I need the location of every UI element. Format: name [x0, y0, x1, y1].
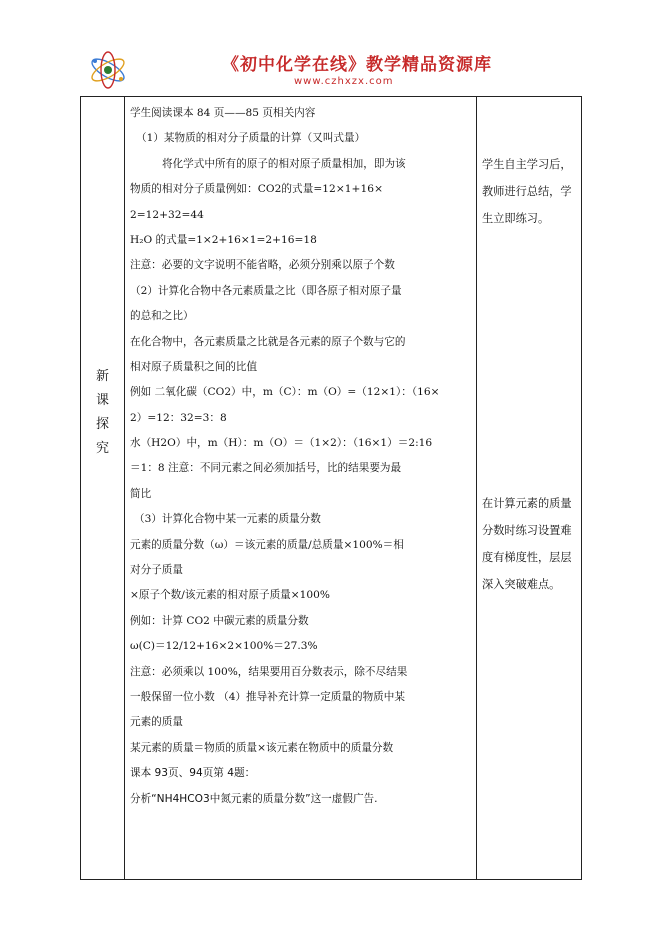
lesson-table [80, 96, 582, 880]
content-line: 的总和之比） [130, 310, 194, 323]
content-line: 2=12+32=44 [130, 208, 204, 221]
content-line: 一般保留一位小数 （4）推导补充计算一定质量的物质中某 [130, 690, 405, 703]
logo-icon [86, 48, 130, 92]
content-line: 2）=12：32=3：8 [130, 411, 227, 424]
content-line: 课本 93页、94页第 4题： [130, 767, 256, 780]
content-line: 对分子质量 [130, 564, 183, 577]
content-line: 将化学式中所有的原子的相对原子质量相加，即为该 [162, 157, 406, 170]
section-label-char: 新 [95, 369, 109, 384]
note-line: 分数时练习设置难 [482, 524, 572, 537]
content-line: （1）某物质的相对分子质量的计算（又叫式量） [136, 132, 366, 145]
content-line: ×原子个数/该元素的相对原子质量×100% [130, 589, 330, 602]
lesson-content [130, 101, 472, 812]
teaching-note [482, 490, 578, 598]
section-label [81, 365, 124, 461]
note-line: 生立即练习。 [482, 212, 550, 225]
content-line: 例如 二氧化碳（CO2）中，m（C）：m（O）=（12×1）：（16× [130, 386, 440, 399]
content-line: 某元素的质量＝物质的质量×该元素在物质中的质量分数 [130, 741, 394, 754]
note-line: 在计算元素的质量 [482, 497, 572, 510]
note-line: 深入突破难点。 [482, 578, 561, 591]
content-line: 元素的质量 [130, 716, 183, 729]
note-line: 度有梯度性，层层 [482, 551, 572, 564]
content-line: 注意：必要的文字说明不能省略，必须分别乘以原子个数 [130, 259, 395, 272]
teaching-note [482, 151, 578, 232]
column-divider [476, 97, 477, 879]
page-header [80, 44, 582, 96]
content-line: 例如：计算 CO2 中碳元素的质量分数 [130, 614, 309, 627]
content-line: 相对原子质量积之间的比值 [130, 360, 258, 373]
column-divider [124, 97, 125, 879]
header-url: www.czhxzx.com [294, 76, 394, 87]
note-line: 教师进行总结，学 [482, 185, 572, 198]
section-label-char: 课 [95, 393, 109, 408]
content-line: 学生阅读课本 84 页——85 页相关内容 [130, 107, 316, 119]
content-line: （2）计算化合物中各元素质量之比（即各原子相对原子量 [130, 284, 402, 297]
section-label-char: 探 [95, 417, 109, 432]
content-line: 在化合物中，各元素质量之比就是各元素的原子个数与它的 [130, 335, 406, 348]
content-line: 简比 [130, 487, 152, 500]
content-line: ω(C)＝12/12+16×2×100%＝27.3% [130, 640, 318, 653]
content-line: H₂O 的式量=1×2+16×1=2+16=18 [130, 233, 317, 246]
header-title: 《初中化学在线》教学精品资源库 [222, 55, 492, 75]
content-line: 元素的质量分数（ω）＝该元素的质量/总质量×100%＝相 [130, 538, 404, 551]
content-line: （3）计算化合物中某一元素的质量分数 [134, 513, 321, 526]
content-line: ＝1：8 注意：不同元素之间必须加括号，比的结果要为最 [130, 462, 402, 475]
content-line: 物质的相对分子质量例如：CO2的式量=12×1+16× [130, 183, 383, 196]
section-label-char: 究 [95, 441, 109, 456]
content-line: 注意：必须乘以 100%，结果要用百分数表示，除不尽结果 [130, 665, 408, 678]
content-line: 水（H2O）中，m（H）：m（O）＝（1×2）：（16×1）＝2:16 [130, 437, 433, 450]
note-line: 学生自主学习后， [482, 158, 572, 171]
content-line: 分析“NH4HCO3中氮元素的质量分数”这一虚假广告. [130, 792, 378, 805]
